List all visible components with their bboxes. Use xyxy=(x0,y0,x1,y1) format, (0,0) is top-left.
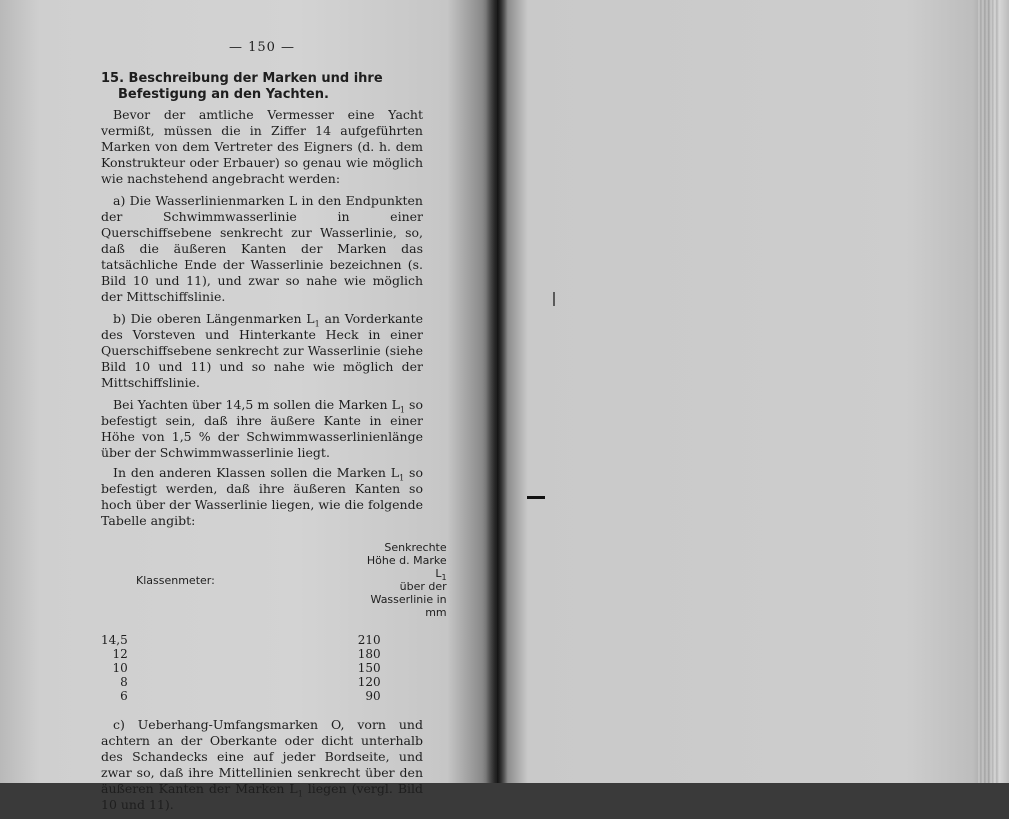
book-gutter xyxy=(486,0,508,783)
table-cell-hoehe: 120 xyxy=(357,675,381,689)
paragraph-b: b) Die oberen Längenmarken $L_1$ an Vorderkante des Vorsteven und Hinterkante Heck in einer Querschiffsebene senkrecht zur Wasserlinie (siehe Bild 10 und 11) und so nahe wie möglich der Mittschiffslinie. xyxy=(101,311,423,390)
table-cell-hoehe: 90 xyxy=(365,689,381,703)
table-cell-hoehe: 150 xyxy=(357,661,381,675)
table-cell-klasse: 6 xyxy=(120,689,128,703)
right-page-blank xyxy=(497,0,1009,783)
table-row xyxy=(101,647,449,661)
paragraph-c: c) Ueberhang-Umfangsmarken O, vorn und achtern an der Oberkante oder dicht unterhalb des Schandecks eine auf jeder Bordseite, und zwar so, daß ihre Mittellinien senkrecht über den äußeren Kanten der Marken $L_1$ liegen (vergl. Bild 10 und 11). xyxy=(101,717,423,812)
table-header-hoehe: Senkrechte Höhe d. Marke $L_1$ über der Wasserlinie in mm xyxy=(366,541,447,619)
table-row xyxy=(101,689,449,703)
table-cell-klasse: 8 xyxy=(120,675,128,689)
table-row xyxy=(101,675,449,689)
table-header-klassenmeter: Klassenmeter: xyxy=(136,573,215,587)
page-edges xyxy=(977,0,999,783)
section-heading: 15. Beschreibung der Marken und ihre Befestigung an den Yachten. xyxy=(101,71,383,102)
paragraph-a: a) Die Wasserlinienmarken L in den Endpunkten der Schwimmwasserlinie in einer Querschiffsebene senkrecht zur Wasserlinie, so, daß die äußeren Kanten der Marken das tatsächliche Ende der Wasserlinie bezeichnen (s. Bild 10 und 11), und zwar so nahe wie möglich der Mittschiffslinie. xyxy=(101,193,423,304)
page-text xyxy=(101,40,447,819)
table-cell-klasse: 10 xyxy=(112,661,128,675)
table-cell-klasse: 12 xyxy=(112,647,128,661)
paragraph-intro: Bevor der amtliche Vermesser eine Yacht vermißt, müssen die in Ziffer 14 aufgeführten Marken von dem Vertreter des Eigners (d. h. dem Konstrukteur oder Erbauer) so genau wie möglich wie nachstehend angebracht werden: xyxy=(101,107,423,186)
table-cell-hoehe: 180 xyxy=(357,647,381,661)
margin-tick xyxy=(553,292,555,306)
table-cell-hoehe: 210 xyxy=(357,633,381,647)
margin-mark xyxy=(527,496,545,499)
paragraph-yachten: Bei Yachten über 14,5 m sollen die Marken $L_1$ so befestigt sein, daß ihre äußere Kante in einer Höhe von 1,5 % der Schwimmwasserlinienlänge über der Schwimmwasserlinie liegt. xyxy=(101,397,423,460)
page-number: — 150 — xyxy=(228,40,296,55)
table-row xyxy=(101,633,449,647)
paragraph-klassen: In den anderen Klassen sollen die Marken $L_1$ so befestigt werden, daß ihre äußeren Kanten so hoch über der Wasserlinie liegen, wie die folgende Tabelle angibt: xyxy=(101,465,423,528)
table-row xyxy=(101,661,449,675)
height-table xyxy=(101,541,449,703)
table-cell-klasse: 14,5 xyxy=(101,633,128,647)
